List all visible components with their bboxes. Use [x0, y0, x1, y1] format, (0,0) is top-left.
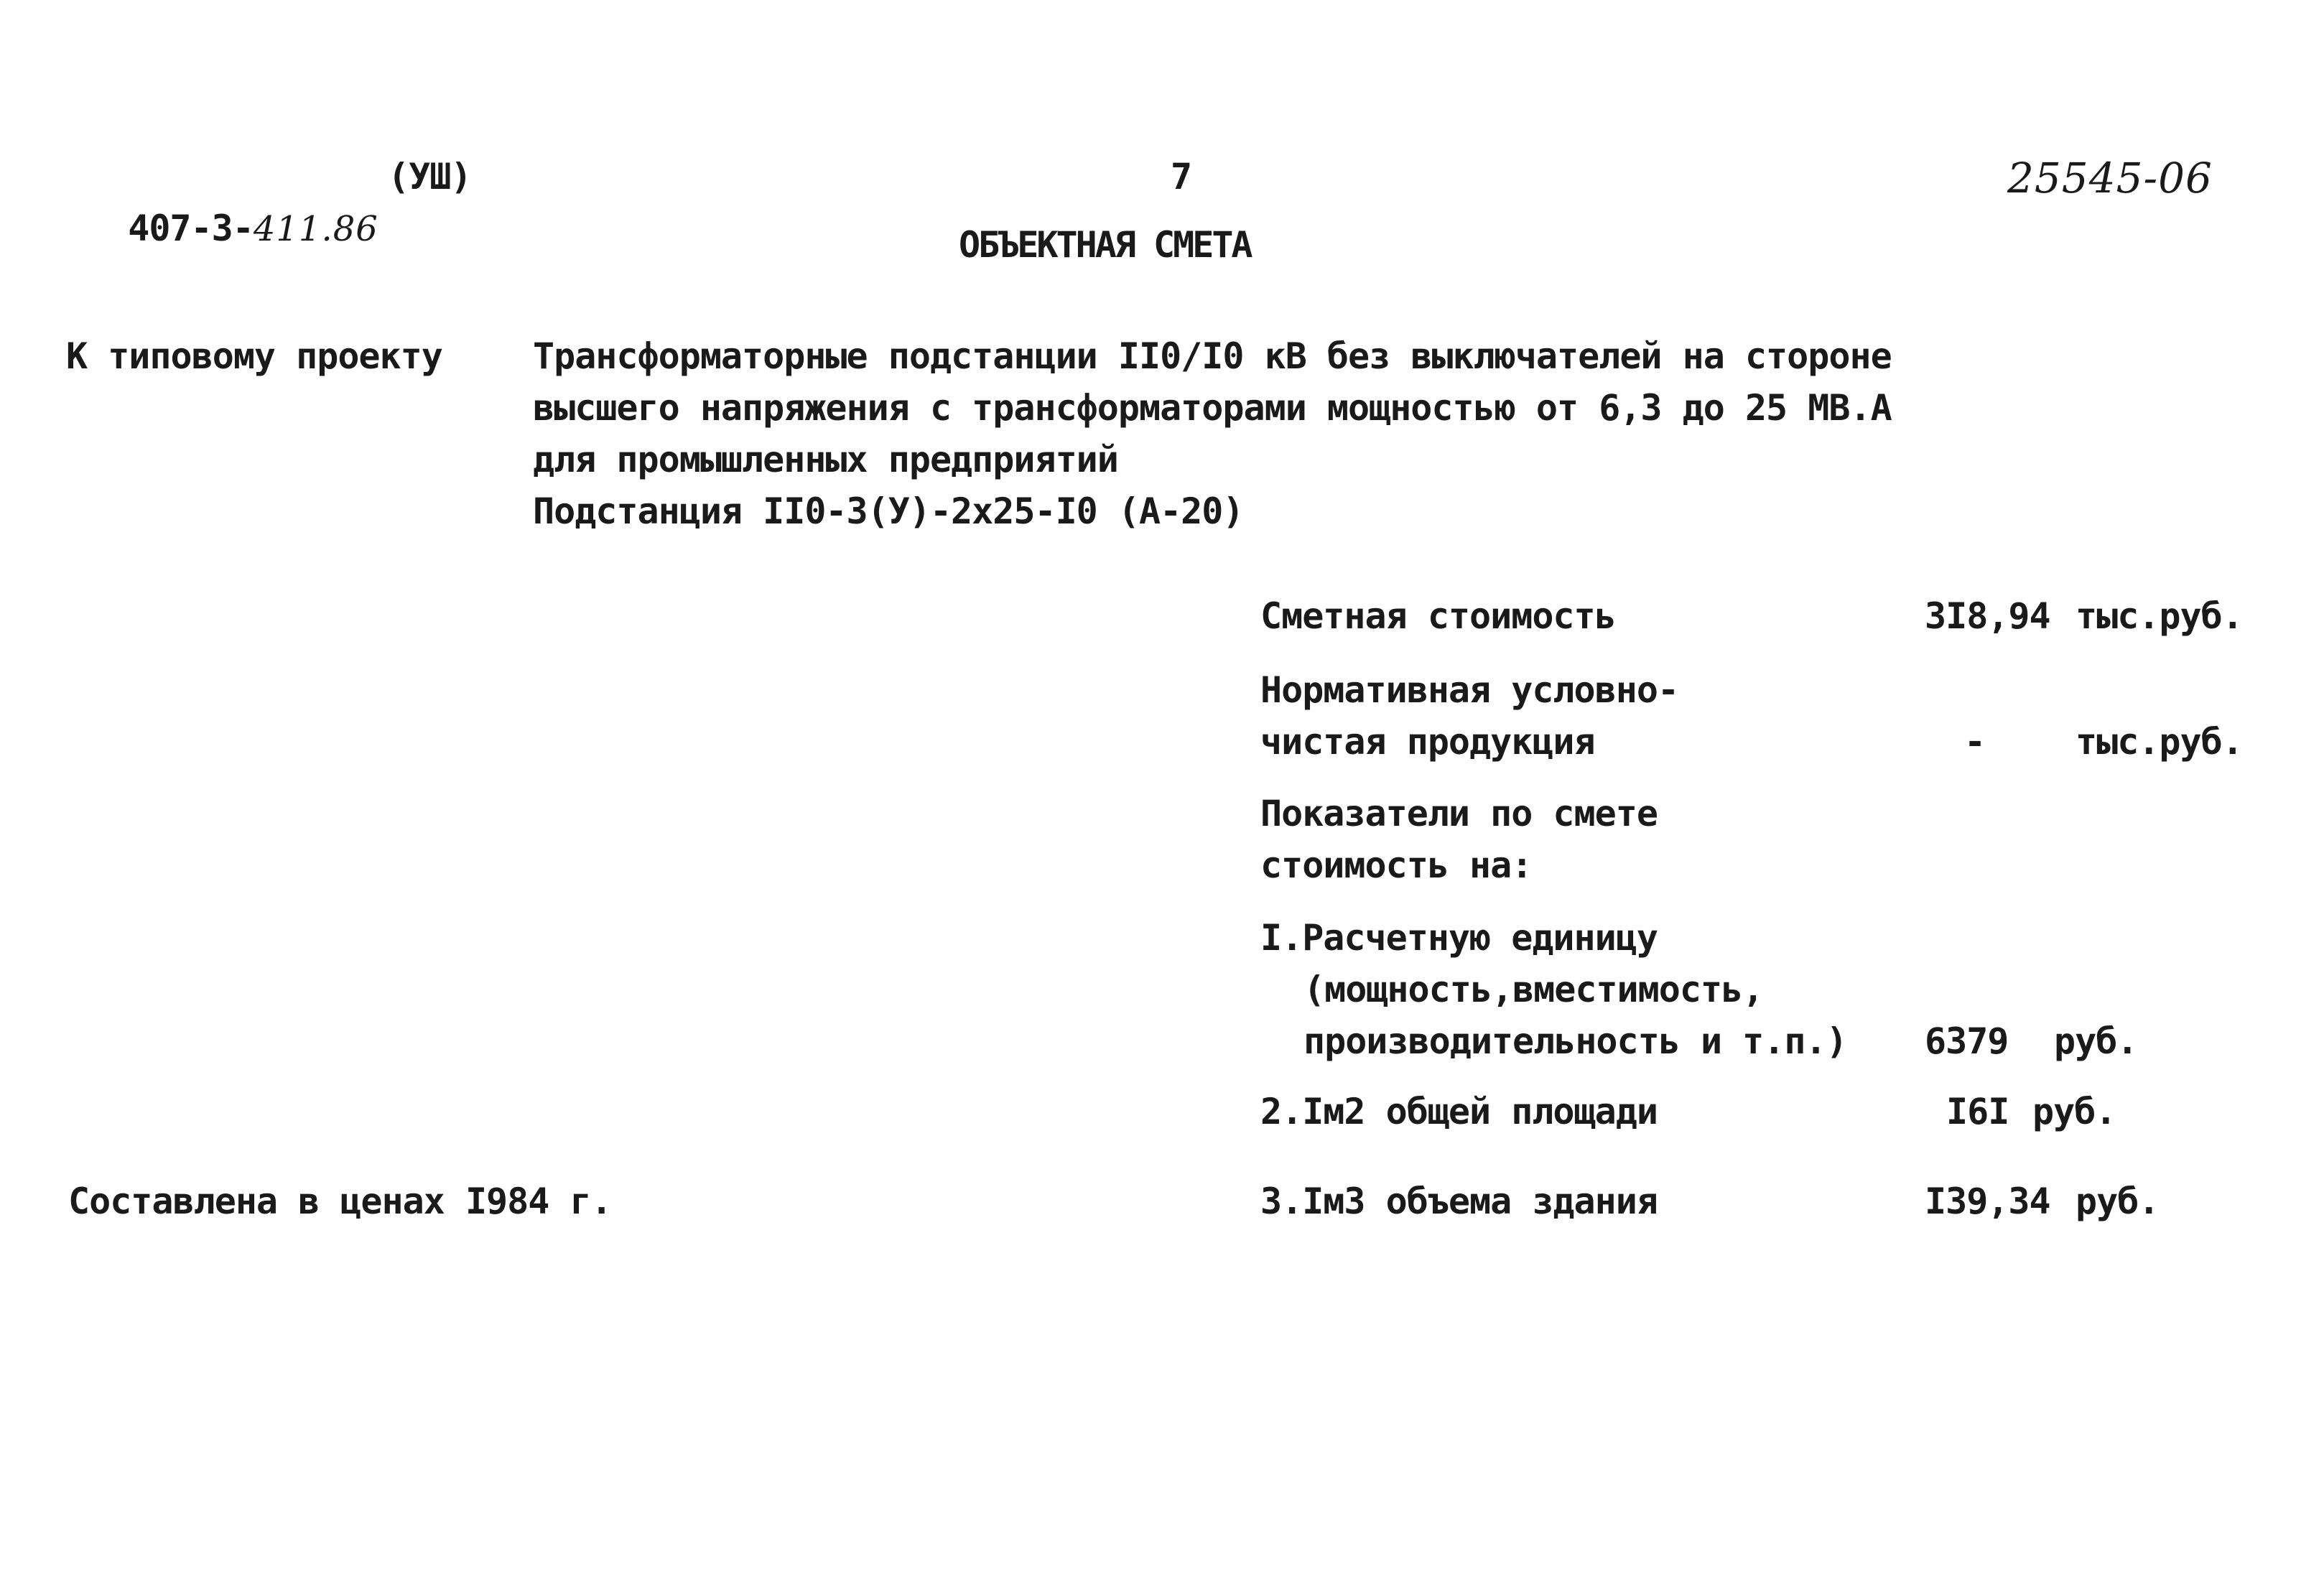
- item-3-label: 3.Iм3 объема здания: [1260, 1181, 1658, 1222]
- document-number-handwritten: 411.86: [253, 209, 378, 249]
- normative-unit: тыс.руб.: [2076, 721, 2243, 763]
- item-2-label: 2.Iм2 общей площади: [1260, 1091, 1658, 1132]
- document-number: [86, 151, 378, 255]
- estimate-cost-unit: тыс.руб.: [2076, 595, 2243, 637]
- project-line-1: Трансформаторные подстанции II0/I0 кВ без выключателей на стороне: [533, 335, 1892, 377]
- normative-label-line-1: Нормативная условно-: [1260, 669, 1679, 711]
- item-1-unit: руб.: [2054, 1020, 2138, 1062]
- item-1-line-1: I.Расчетную единицу: [1260, 917, 1658, 959]
- normative-value: -: [1964, 721, 1986, 763]
- compiled-prices-note: Составлена в ценах I984 г.: [68, 1181, 612, 1222]
- page-number: 7: [1171, 156, 1192, 197]
- document-number-printed: 407-3-: [128, 208, 254, 249]
- project-line-4: Подстанция II0-3(У)-2х25-I0 (А-20): [533, 490, 1244, 532]
- estimate-cost-label: Сметная стоимость: [1260, 595, 1616, 637]
- archive-number: 25545-06: [2007, 154, 2213, 202]
- project-line-3: для промышленных предприятий: [533, 439, 1118, 480]
- item-2-value: I6I: [1946, 1091, 2009, 1132]
- document-title: ОБЪЕКТНАЯ СМЕТА: [959, 224, 1251, 266]
- item-1-line-2: (мощность,вместимость,: [1303, 969, 1764, 1010]
- volume-label: (УШ): [388, 156, 472, 197]
- item-3-value: I39,34: [1925, 1181, 2050, 1222]
- indicators-line-1: Показатели по смете: [1260, 793, 1658, 834]
- estimate-cost-value: 3I8,94: [1925, 595, 2050, 637]
- normative-label-line-2: чистая продукция: [1260, 721, 1595, 763]
- item-1-value: 6379: [1925, 1020, 2009, 1062]
- item-2-unit: руб.: [2032, 1091, 2116, 1132]
- project-label: К типовому проекту: [66, 335, 442, 377]
- project-line-2: высшего напряжения с трансформаторами мощностью от 6,3 до 25 МВ.А: [533, 387, 1892, 429]
- item-1-line-3: производительность и т.п.): [1303, 1020, 1847, 1062]
- indicators-line-2: стоимость на:: [1260, 844, 1533, 886]
- item-3-unit: руб.: [2076, 1181, 2160, 1222]
